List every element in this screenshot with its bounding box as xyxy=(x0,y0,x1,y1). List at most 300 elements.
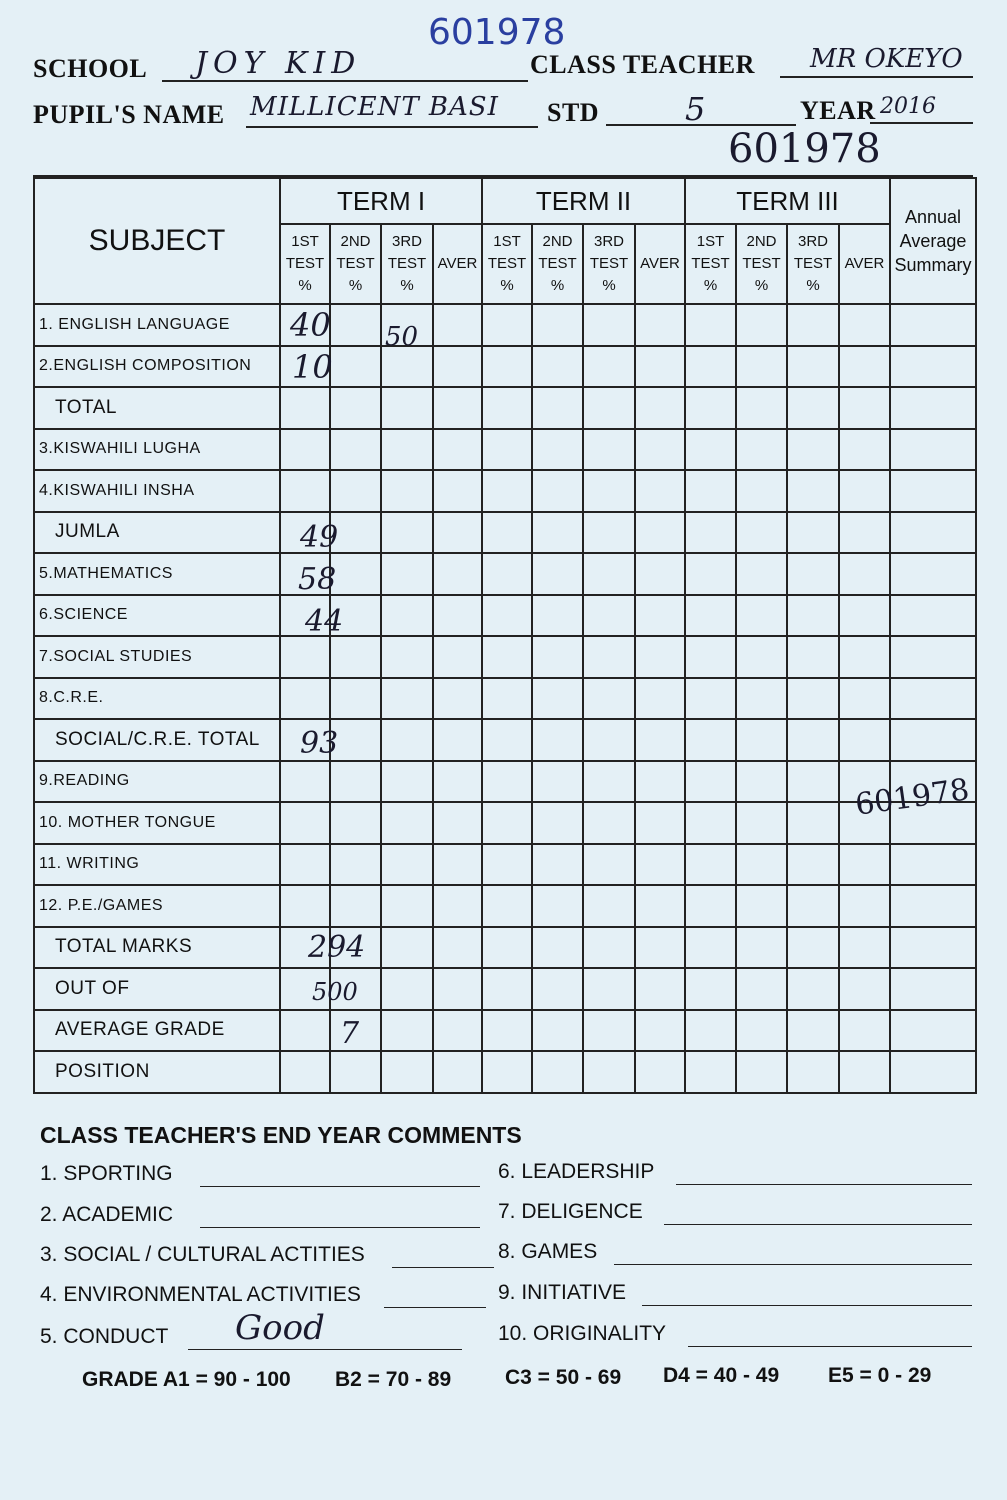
std-label: STD xyxy=(547,98,600,127)
term-2-header: TERM II xyxy=(482,178,685,224)
mark-cell xyxy=(330,802,381,844)
mark-cell xyxy=(635,512,685,554)
mark-cell xyxy=(381,719,433,761)
mark-cell xyxy=(330,346,381,388)
mark-cell xyxy=(685,429,736,471)
mark-cell xyxy=(736,968,787,1010)
mark-cell xyxy=(583,636,635,678)
term-1-test-1-header: 1ST TEST % xyxy=(280,224,330,304)
mark-cell xyxy=(685,719,736,761)
mark-cell xyxy=(381,553,433,595)
term-2-aver-header: AVER xyxy=(635,224,685,304)
grade-c3: C3 = 50 - 69 xyxy=(505,1366,622,1389)
term-1-test-2-header: 2ND TEST % xyxy=(330,224,381,304)
mark-cell xyxy=(635,429,685,471)
grade-e5: E5 = 0 - 29 xyxy=(828,1364,932,1387)
mark-cell xyxy=(583,761,635,803)
mark-cell xyxy=(685,1051,736,1093)
mark-cell xyxy=(330,761,381,803)
mark-cell xyxy=(736,595,787,637)
subject-label: 2.ENGLISH COMPOSITION xyxy=(34,346,280,388)
mark-cell xyxy=(482,844,532,886)
mark-cell xyxy=(839,636,890,678)
comment-label-left-3: 3. SOCIAL / CULTURAL ACTITIES xyxy=(40,1243,365,1266)
mark-cell xyxy=(482,761,532,803)
mark-cell xyxy=(839,1051,890,1093)
mark-cell xyxy=(381,470,433,512)
mark-cell xyxy=(583,844,635,886)
mark-cell xyxy=(839,885,890,927)
mark-cell xyxy=(839,844,890,886)
mark-cell xyxy=(583,927,635,969)
mark-cell xyxy=(787,968,839,1010)
table-row xyxy=(34,1010,976,1052)
mark-cell xyxy=(482,678,532,720)
mark-cell xyxy=(787,387,839,429)
mark-cell xyxy=(381,678,433,720)
comment-label-right-4: 9. INITIATIVE xyxy=(498,1281,626,1304)
comment-line xyxy=(688,1346,972,1347)
mark-cell xyxy=(433,387,482,429)
table-row xyxy=(34,346,976,388)
mark-cell xyxy=(433,1051,482,1093)
table-row xyxy=(34,470,976,512)
subject-header: SUBJECT xyxy=(34,178,280,304)
term-2-test-3-header: 3RD TEST % xyxy=(583,224,635,304)
mark-english-3rd-test: 50 xyxy=(385,322,419,352)
mark-cell xyxy=(890,387,976,429)
mark-cell xyxy=(482,470,532,512)
mark-cell xyxy=(890,553,976,595)
mark-cell xyxy=(890,595,976,637)
mark-cell xyxy=(532,761,583,803)
comment-line xyxy=(200,1227,480,1228)
mark-cell xyxy=(381,429,433,471)
side-record-number: 601978 xyxy=(853,772,972,823)
mark-cell xyxy=(890,719,976,761)
mark-cell xyxy=(787,678,839,720)
mark-cell xyxy=(685,636,736,678)
mark-cell xyxy=(736,802,787,844)
mark-cell xyxy=(736,470,787,512)
pupil-name-label: PUPIL'S NAME xyxy=(33,100,225,129)
mark-cell xyxy=(685,968,736,1010)
subject-label: 3.KISWAHILI LUGHA xyxy=(34,429,280,471)
mark-cell xyxy=(839,512,890,554)
mark-cell xyxy=(532,844,583,886)
mark-cell xyxy=(685,1010,736,1052)
mark-cell xyxy=(736,387,787,429)
mark-cell xyxy=(482,304,532,346)
subject-label: 6.SCIENCE xyxy=(34,595,280,637)
comment-label-left-4: 4. ENVIRONMENTAL ACTIVITIES xyxy=(40,1283,361,1306)
mark-cell xyxy=(839,927,890,969)
subject-label: 9.READING xyxy=(34,761,280,803)
mark-cell xyxy=(532,802,583,844)
mark-cell xyxy=(736,304,787,346)
mark-cell xyxy=(839,429,890,471)
grade-a1: GRADE A1 = 90 - 100 xyxy=(82,1368,291,1391)
mark-cell xyxy=(839,595,890,637)
mark-cell xyxy=(532,595,583,637)
mark-cell xyxy=(839,470,890,512)
mark-cell xyxy=(635,844,685,886)
mark-cell xyxy=(583,470,635,512)
mark-cell xyxy=(482,885,532,927)
mark-cell xyxy=(482,802,532,844)
term-3-test-3-header: 3RD TEST % xyxy=(787,224,839,304)
mark-cell xyxy=(787,1010,839,1052)
mark-cell xyxy=(482,1010,532,1052)
mark-cell xyxy=(433,761,482,803)
mark-cell xyxy=(890,1010,976,1052)
mark-cell xyxy=(433,304,482,346)
table-row xyxy=(34,761,976,803)
mark-cell xyxy=(787,429,839,471)
mark-cell xyxy=(787,885,839,927)
mark-cell xyxy=(890,844,976,886)
mark-cell xyxy=(685,387,736,429)
mark-cell xyxy=(787,595,839,637)
mark-cell xyxy=(787,636,839,678)
table-row xyxy=(34,387,976,429)
table-row xyxy=(34,304,976,346)
comment-label-right-3: 8. GAMES xyxy=(498,1240,598,1263)
mark-cell xyxy=(839,968,890,1010)
table-row xyxy=(34,968,976,1010)
mark-cell xyxy=(890,512,976,554)
mark-cell xyxy=(787,719,839,761)
mark-cell xyxy=(583,387,635,429)
mark-cell xyxy=(635,802,685,844)
mark-cell xyxy=(280,885,330,927)
mark-cell xyxy=(890,968,976,1010)
term-3-test-2-header: 2ND TEST % xyxy=(736,224,787,304)
mark-english-language: 40 xyxy=(290,306,331,344)
mark-cell xyxy=(736,429,787,471)
mark-cell xyxy=(635,1010,685,1052)
class-teacher-value: MR OKEYO xyxy=(810,44,963,74)
class-teacher-line xyxy=(780,76,973,78)
mark-cell xyxy=(433,719,482,761)
subject-label: 7.SOCIAL STUDIES xyxy=(34,636,280,678)
comments-title: CLASS TEACHER'S END YEAR COMMENTS xyxy=(40,1122,522,1148)
second-record-number: 601978 xyxy=(728,126,881,172)
table-row xyxy=(34,927,976,969)
mark-cell xyxy=(685,595,736,637)
mark-cell xyxy=(381,595,433,637)
mark-cell xyxy=(433,636,482,678)
mark-cell xyxy=(532,1010,583,1052)
mark-cell xyxy=(280,761,330,803)
mark-cell xyxy=(583,802,635,844)
year-line xyxy=(870,122,973,124)
mark-cell xyxy=(482,429,532,471)
term-1-test-3-header: 3RD TEST % xyxy=(381,224,433,304)
subject-label: POSITION xyxy=(34,1051,280,1093)
mark-cell xyxy=(685,844,736,886)
mark-cell xyxy=(280,636,330,678)
mark-cell xyxy=(330,885,381,927)
mark-cell xyxy=(482,719,532,761)
comment-label-right-2: 7. DELIGENCE xyxy=(498,1200,643,1223)
mark-cell xyxy=(482,553,532,595)
term-1-aver-header: AVER xyxy=(433,224,482,304)
comment-label-left-1: 1. SPORTING xyxy=(40,1162,173,1185)
term-2-test-2-header: 2ND TEST % xyxy=(532,224,583,304)
mark-cell xyxy=(635,636,685,678)
comment-line xyxy=(188,1349,462,1350)
mark-cell xyxy=(532,429,583,471)
mark-cell xyxy=(330,1051,381,1093)
table-row xyxy=(34,1051,976,1093)
pupil-name-value: MILLICENT BASI xyxy=(250,92,499,122)
mark-cell xyxy=(532,304,583,346)
mark-cell xyxy=(685,470,736,512)
comment-line xyxy=(200,1186,480,1187)
mark-cell xyxy=(583,595,635,637)
mark-cell xyxy=(482,636,532,678)
mark-cell xyxy=(482,968,532,1010)
grade-b2: B2 = 70 - 89 xyxy=(335,1368,452,1391)
conduct-value: Good xyxy=(235,1308,325,1348)
mark-cell xyxy=(482,512,532,554)
school-value: JOY KID xyxy=(195,46,362,81)
mark-cell xyxy=(280,678,330,720)
std-value: 5 xyxy=(685,90,706,128)
comment-label-left-2: 2. ACADEMIC xyxy=(40,1203,174,1226)
mark-cell xyxy=(685,927,736,969)
mark-cell xyxy=(381,1010,433,1052)
subject-label: OUT OF xyxy=(34,968,280,1010)
mark-cell xyxy=(890,927,976,969)
mark-cell xyxy=(381,968,433,1010)
table-row xyxy=(34,678,976,720)
mark-cell xyxy=(583,1051,635,1093)
class-teacher-label: CLASS TEACHER xyxy=(530,50,755,79)
mark-cell xyxy=(583,678,635,720)
subject-label: 4.KISWAHILI INSHA xyxy=(34,470,280,512)
mark-cell xyxy=(433,429,482,471)
mark-cell xyxy=(280,387,330,429)
term-2-test-1-header: 1ST TEST % xyxy=(482,224,532,304)
mark-cell xyxy=(839,387,890,429)
table-row xyxy=(34,429,976,471)
table-row xyxy=(34,844,976,886)
mark-cell xyxy=(433,470,482,512)
subject-label: 1. ENGLISH LANGUAGE xyxy=(34,304,280,346)
mark-cell xyxy=(583,968,635,1010)
mark-cell xyxy=(890,636,976,678)
mark-cell xyxy=(890,1051,976,1093)
mark-cell xyxy=(685,761,736,803)
mark-cell xyxy=(280,844,330,886)
mark-cell xyxy=(736,678,787,720)
year-value: 2016 xyxy=(880,94,936,119)
table-row xyxy=(34,885,976,927)
mark-cell xyxy=(532,346,583,388)
year-label: YEAR xyxy=(800,96,876,125)
subject-label: TOTAL MARKS xyxy=(34,927,280,969)
mark-cell xyxy=(635,719,685,761)
mark-cell xyxy=(685,678,736,720)
mark-cell xyxy=(736,1051,787,1093)
mark-cell xyxy=(635,968,685,1010)
mark-total-marks: 294 xyxy=(308,930,366,965)
mark-cell xyxy=(635,304,685,346)
mark-cell xyxy=(839,346,890,388)
mark-cell xyxy=(787,844,839,886)
mark-cell xyxy=(433,927,482,969)
mark-cell xyxy=(330,387,381,429)
mark-cell xyxy=(532,927,583,969)
mark-cell xyxy=(787,304,839,346)
mark-cell xyxy=(532,719,583,761)
top-record-number: 601978 xyxy=(428,12,566,53)
mark-cell xyxy=(433,595,482,637)
mark-cell xyxy=(787,512,839,554)
mark-cell xyxy=(787,927,839,969)
mark-cell xyxy=(433,512,482,554)
mark-cell xyxy=(433,844,482,886)
mark-cell xyxy=(685,512,736,554)
mark-jumla: 49 xyxy=(300,520,339,555)
subject-label: 5.MATHEMATICS xyxy=(34,553,280,595)
mark-cell xyxy=(787,470,839,512)
mark-cell xyxy=(433,802,482,844)
mark-cell xyxy=(787,1051,839,1093)
mark-cell xyxy=(736,553,787,595)
mark-cell xyxy=(532,470,583,512)
mark-cell xyxy=(330,678,381,720)
mark-cell xyxy=(532,553,583,595)
mark-cell xyxy=(736,1010,787,1052)
comment-line xyxy=(676,1184,972,1185)
mark-cell xyxy=(532,387,583,429)
mark-cell xyxy=(890,429,976,471)
mark-social-cre-total: 93 xyxy=(300,726,339,761)
comment-line xyxy=(664,1224,972,1225)
mark-cell xyxy=(583,346,635,388)
subject-label: TOTAL xyxy=(34,387,280,429)
mark-cell xyxy=(890,470,976,512)
mark-cell xyxy=(839,719,890,761)
subject-label: SOCIAL/C.R.E. TOTAL xyxy=(34,719,280,761)
mark-cell xyxy=(635,678,685,720)
mark-cell xyxy=(433,885,482,927)
mark-cell xyxy=(433,968,482,1010)
mark-cell xyxy=(787,346,839,388)
mark-cell xyxy=(635,470,685,512)
table-row xyxy=(34,512,976,554)
mark-cell xyxy=(280,1010,330,1052)
mark-cell xyxy=(839,304,890,346)
mark-cell xyxy=(381,636,433,678)
mark-cell xyxy=(280,1051,330,1093)
mark-cell xyxy=(482,1051,532,1093)
mark-cell xyxy=(736,719,787,761)
mark-cell xyxy=(736,346,787,388)
mark-cell xyxy=(583,512,635,554)
mark-cell xyxy=(583,1010,635,1052)
mark-cell xyxy=(635,346,685,388)
mark-cell xyxy=(635,761,685,803)
mark-cell xyxy=(736,512,787,554)
comment-label-right-1: 6. LEADERSHIP xyxy=(498,1160,655,1183)
mark-cell xyxy=(635,595,685,637)
mark-cell xyxy=(330,470,381,512)
mark-cell xyxy=(635,1051,685,1093)
mark-cell xyxy=(583,304,635,346)
table-row xyxy=(34,636,976,678)
mark-cell xyxy=(787,802,839,844)
mark-science: 44 xyxy=(305,604,344,639)
mark-cell xyxy=(532,678,583,720)
mark-cell xyxy=(685,553,736,595)
mark-cell xyxy=(685,346,736,388)
mark-cell xyxy=(583,553,635,595)
mark-out-of: 500 xyxy=(312,978,358,1006)
mark-cell xyxy=(583,429,635,471)
mark-cell xyxy=(736,761,787,803)
mark-english-composition: 10 xyxy=(292,348,333,386)
pupil-name-line xyxy=(246,126,538,128)
term-3-header: TERM III xyxy=(685,178,890,224)
table-row xyxy=(34,595,976,637)
mark-cell xyxy=(280,802,330,844)
grade-d4: D4 = 40 - 49 xyxy=(663,1364,780,1387)
mark-cell xyxy=(583,719,635,761)
mark-cell xyxy=(839,553,890,595)
mark-cell xyxy=(736,844,787,886)
mark-cell xyxy=(381,512,433,554)
mark-cell xyxy=(635,553,685,595)
mark-cell xyxy=(736,927,787,969)
mark-cell xyxy=(381,802,433,844)
mark-cell xyxy=(381,387,433,429)
mark-cell xyxy=(330,429,381,471)
mark-cell xyxy=(381,761,433,803)
subject-label: 11. WRITING xyxy=(34,844,280,886)
comment-label-right-5: 10. ORIGINALITY xyxy=(498,1322,667,1345)
term-1-header: TERM I xyxy=(280,178,482,224)
comment-line xyxy=(642,1305,972,1306)
mark-cell xyxy=(381,927,433,969)
mark-cell xyxy=(736,636,787,678)
mark-average-grade: 7 xyxy=(340,1016,360,1051)
mark-cell xyxy=(635,927,685,969)
subject-label: AVERAGE GRADE xyxy=(34,1010,280,1052)
mark-cell xyxy=(482,387,532,429)
mark-cell xyxy=(330,636,381,678)
mark-cell xyxy=(583,885,635,927)
mark-cell xyxy=(532,512,583,554)
mark-cell xyxy=(482,927,532,969)
marks-table xyxy=(33,177,977,1094)
term-3-test-1-header: 1ST TEST % xyxy=(685,224,736,304)
mark-cell xyxy=(635,885,685,927)
comment-line xyxy=(384,1307,486,1308)
mark-cell xyxy=(330,844,381,886)
table-row xyxy=(34,719,976,761)
mark-cell xyxy=(532,636,583,678)
table-row xyxy=(34,802,976,844)
annual-average-summary-header: Annual Average Summary xyxy=(890,178,976,304)
mark-cell xyxy=(890,346,976,388)
mark-cell xyxy=(890,678,976,720)
mark-cell xyxy=(787,761,839,803)
mark-cell xyxy=(433,678,482,720)
